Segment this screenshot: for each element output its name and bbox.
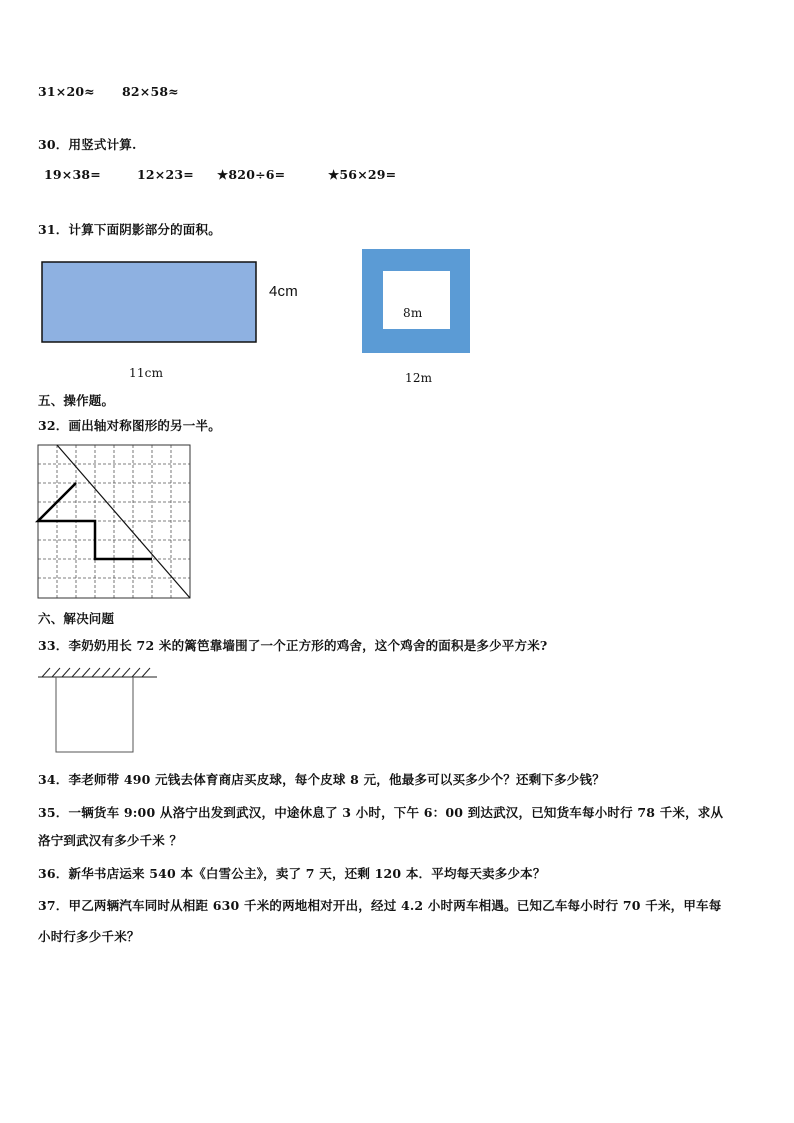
shaded-square-frame — [362, 249, 470, 353]
wall-hatching — [38, 668, 157, 677]
section-5-heading: 五、操作题。 — [38, 393, 115, 408]
rect-height-label: 4cm — [269, 283, 298, 300]
estimate-item-2: 82×58≈ — [122, 84, 179, 99]
q30-item-3: ★820÷6= — [217, 167, 286, 182]
coop-wall-diagram — [38, 666, 158, 754]
shaded-rectangle — [41, 261, 259, 343]
q30-item-1: 19×38= — [44, 167, 101, 182]
fence-outline — [56, 677, 133, 752]
q30-item-4: ★56×29= — [328, 167, 397, 182]
q34-title: 34．李老师带 490 元钱去体育商店买皮球，每个皮球 8 元，他最多可以买多少个？还剩下多少钱？ — [38, 772, 605, 787]
rectangle-shape — [42, 262, 256, 342]
q36-title: 36．新华书店运来 540 本《白雪公主》，卖了 7 天，还剩 120 本．平均每天卖多少本？ — [38, 866, 546, 881]
q31-title: 31．计算下面阴影部分的面积。 — [38, 222, 221, 237]
inner-square-label: 8m — [403, 306, 423, 320]
q37-line-2: 小时行多少千米？ — [38, 929, 140, 944]
q30-title: 30．用竖式计算. — [38, 137, 137, 152]
outer-square-label: 12m — [405, 371, 433, 385]
rect-width-label: 11cm — [129, 366, 164, 380]
q30-item-2: 12×23= — [137, 167, 194, 182]
q35-line-2: 洛宁到武汉有多少千米 ？ — [38, 833, 183, 848]
q37-line-1: 37．甲乙两辆汽车同时从相距 630 千米的两地相对开出，经过 4.2 小时两车相遇。已知乙车每小时行 70 千米，甲车每 — [38, 898, 722, 913]
q35-line-1: 35．一辆货车 9:00 从洛宁出发到武汉，中途休息了 3 小时，下午 6：00 到达武汉，已知货车每小时行 78 千米，求从 — [38, 805, 724, 820]
q32-title: 32．画出轴对称图形的另一半。 — [38, 418, 221, 433]
q33-title: 33．李奶奶用长 72 米的篱笆靠墙围了一个正方形的鸡舍，这个鸡舍的面积是多少平方米? — [38, 638, 548, 653]
estimate-item-1: 31×20≈ — [38, 84, 95, 99]
inner-square — [383, 271, 450, 329]
section-6-heading: 六、解决问题 — [38, 611, 115, 626]
symmetry-grid — [38, 445, 191, 599]
